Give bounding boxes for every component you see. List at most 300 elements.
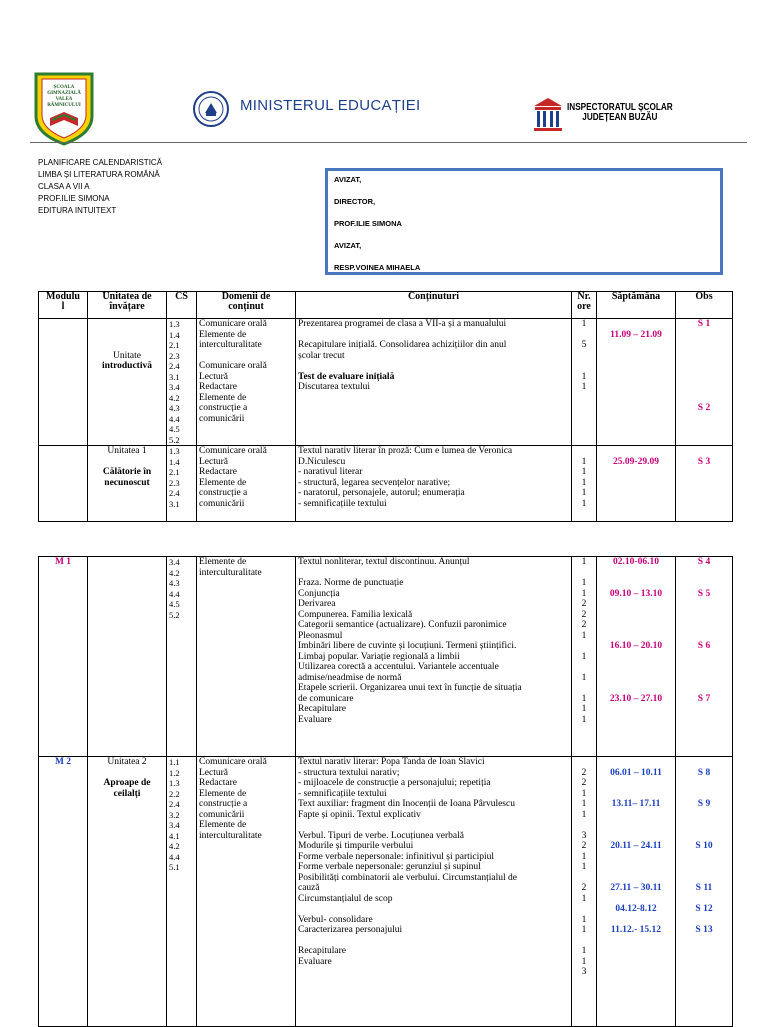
continuturi-line: cauză [298,883,320,893]
obs-line [678,340,730,351]
approval-line: RESP.VOINEA MIHAELA [334,263,421,272]
continuturi-line: Categorii semantice (actualizare). Confuzii paronimice [298,620,507,630]
cs-line: 2.4 [169,361,180,371]
saptamana-line: 11.12.- 15.12 [610,925,662,935]
nr-line: 1 [581,704,587,714]
continuturi-line: Etapele scrierii. Organizarea unui text în funcție de situația [298,683,522,693]
nr-line: 1 [581,714,587,725]
obs-line: S 4 [697,557,711,567]
cell-saptamana [597,446,676,522]
domenii-line: construcție a [199,403,248,413]
saptamana-line [599,789,673,800]
cell-unitatea [88,557,167,757]
cs-line: 1.3 [169,319,180,329]
school-logo-line-3: VALEA [55,97,73,102]
cell-nr [572,557,597,757]
obs-line [678,789,730,800]
saptamana-line [599,683,673,694]
col-header-saptamana: Săptămâna [597,292,676,319]
cell-obs [676,757,733,1027]
cell-obs [676,446,733,522]
nr-line: 2 [581,778,587,788]
cs-line: 1.1 [169,757,180,767]
cell-domenii [197,757,296,1027]
nr-line [574,757,594,768]
col-header-modul: Modulu l [39,292,88,319]
nr-line: 2 [581,841,587,851]
domenii-line: Elemente de [199,820,247,830]
saptamana-line: 27.11 – 30.11 [610,883,662,893]
continuturi-line: Pleonasmul [298,630,343,641]
ministry-emblem-icon [193,91,229,127]
saptamana-line [599,610,673,621]
obs-line: S 8 [697,767,711,778]
continuturi-line: - narativul literar [298,467,363,477]
approval-line: PROF.ILIE SIMONA [334,219,402,228]
domenii-line: Lectură [199,767,229,778]
nr-line: 1 [581,319,587,329]
ministry-name: MINISTERUL EDUCAȚIEI [240,97,421,114]
cell-obs [676,557,733,757]
cs-line: 5.2 [169,434,180,445]
cs-line: 1.4 [169,456,180,467]
nr-line: 1 [581,799,587,809]
obs-line: S 13 [695,925,713,935]
cs-line: 4.2 [169,392,180,403]
meta-title: PLANIFICARE CALENDARISTICĂ [38,158,163,167]
domenii-line: Comunicare orală [199,319,267,329]
unitatea-line: Unitatea 2 [107,757,147,767]
obs-line [678,599,730,610]
inspectorate-name [567,103,673,123]
continuturi-line: Conjuncția [298,588,340,599]
obs-line [678,915,730,926]
saptamana-line [599,662,673,673]
continuturi-line: de comunicare [298,693,354,704]
meta-class: CLASA A VII A [38,182,90,191]
cs-line: 2.2 [169,788,180,799]
saptamana-line [599,652,673,663]
nr-line: 1 [581,588,587,599]
cell-continuturi [296,319,572,446]
nr-line [574,936,594,947]
cell-saptamana [597,557,676,757]
header-divider [30,142,747,143]
cell-modul [39,757,88,1027]
continuturi-line: Evaluare [298,956,332,967]
cs-line: 3.2 [169,809,180,820]
nr-line [574,683,594,694]
cell-obs [676,319,733,446]
table-row [39,446,733,522]
cell-modul [39,557,88,757]
nr-line: 2 [581,620,587,630]
saptamana-line: 23.10 – 27.10 [609,693,663,704]
unitatea-line [90,340,164,351]
obs-line [678,393,730,404]
col-header-cs: CS [167,292,197,319]
nr-line [574,641,594,652]
nr-line: 1 [581,371,587,382]
continuturi-line: Verbul- consolidare [298,914,373,925]
cell-continuturi [296,446,572,522]
obs-line [678,610,730,621]
continuturi-line: admise/neadmise de normă [298,672,402,683]
cell-cs [167,446,197,522]
saptamana-line: 20.11 – 24.11 [610,841,662,851]
cs-line: 4.2 [169,567,180,578]
obs-line: S 2 [697,403,711,413]
modul-line: M 1 [54,557,72,567]
cell-nr [572,319,597,446]
continuturi-line: Recapitulare [298,946,347,956]
saptamana-line [599,631,673,642]
saptamana-line: 13.11– 17.11 [611,799,661,809]
nr-line: 2 [581,609,587,620]
nr-line: 1 [581,467,587,477]
approval-line: DIRECTOR, [334,197,376,206]
cs-line: 4.4 [169,851,180,862]
continuturi-line: Fapte și opinii. Textul explicativ [298,809,421,820]
obs-line [678,862,730,873]
cs-line: 4.3 [169,578,180,588]
saptamana-line [599,778,673,789]
continuturi-line: Test de evaluare inițială [298,371,395,382]
cs-line: 2.1 [169,467,180,477]
cs-line: 1.4 [169,329,180,340]
saptamana-line [599,446,673,457]
saptamana-line [599,831,673,842]
saptamana-line [599,568,673,579]
continuturi-line: Forme verbale nepersonale: gerunziul și supinul [298,862,481,872]
obs-line [678,620,730,631]
nr-line: 1 [581,651,587,662]
continuturi-line: Circumstanțialul de scop [298,893,393,904]
domenii-line: Lectură [199,371,229,382]
obs-line [678,631,730,642]
domenii-line: interculturalitate [199,567,262,578]
continuturi-line: Limbaj popular. Variație regională a limbii [298,651,460,662]
cs-line: 3.4 [169,557,180,567]
cell-cs [167,557,197,757]
modul-line [41,446,85,457]
domenii-line: Redactare [199,778,237,788]
cell-modul [39,319,88,446]
cs-line: 2.3 [169,350,180,361]
saptamana-line: 11.09 – 21.09 [610,329,662,340]
continuturi-line: - structură, legarea secvențelor narative; [298,477,451,488]
saptamana-line [599,620,673,631]
obs-line [678,831,730,842]
nr-line [574,662,594,673]
domenii-line: Comunicare orală [199,446,267,456]
unitatea-line: Unitatea 1 [107,446,147,456]
saptamana-line: 09.10 – 13.10 [609,588,663,599]
saptamana-line [599,852,673,863]
cell-continuturi [296,557,572,757]
cell-modul [39,446,88,522]
school-logo-line-1: ȘCOALA [53,85,75,90]
unitatea-line: introductivă [102,361,152,371]
nr-line: 1 [581,557,587,567]
cell-nr [572,446,597,522]
cs-line: 3.1 [169,371,180,382]
cs-line: 4.3 [169,403,180,413]
cell-nr [572,757,597,1027]
unitatea-line: ceilalți [113,788,141,799]
continuturi-line: Evaluare [298,714,332,725]
saptamana-line: 02.10-06.10 [613,557,659,567]
unitatea-line: Unitate [113,350,141,361]
cs-line: 4.5 [169,599,180,609]
table-row [39,557,733,757]
cs-line: 2.1 [169,340,180,350]
continuturi-line: Derivarea [298,599,336,609]
saptamana-line [599,673,673,684]
saptamana-line [599,757,673,768]
continuturi-line: Prezentarea programei de clasa a VII-a și a manualului [298,319,507,329]
obs-line [678,810,730,821]
domenii-line: interculturalitate [199,830,262,841]
obs-line [678,382,730,393]
cs-line: 5.1 [169,862,180,872]
nr-line [574,873,594,884]
cell-unitatea [88,319,167,446]
domenii-line: Elemente de [199,392,247,403]
unitatea-line [90,457,164,468]
obs-line: S 7 [697,693,711,704]
continuturi-line: Discutarea textului [298,382,371,392]
nr-line: 1 [581,488,587,498]
nr-line: 1 [581,893,587,904]
continuturi-line: - mijloacele de construcție a personajului; repetiția [298,778,491,788]
obs-line [678,820,730,831]
obs-line [678,568,730,579]
obs-line [678,873,730,884]
obs-line [678,446,730,457]
modul-line [41,319,85,330]
cs-line: 2.3 [169,477,180,488]
obs-line [678,852,730,863]
nr-line: 1 [581,456,587,467]
obs-line [678,351,730,362]
nr-line: 1 [581,498,587,509]
continuturi-line [298,820,569,831]
obs-line [678,757,730,768]
continuturi-line: Forme verbale nepersonale: infinitivul și participiul [298,851,495,862]
nr-line: 1 [581,862,587,872]
nr-line: 2 [581,599,587,609]
table-row [39,319,733,446]
cs-line: 5.2 [169,609,180,620]
saptamana-line [599,862,673,873]
meta-subject: LIMBA ȘI LITERATURA ROMÂNĂ [38,170,160,179]
obs-line: S 9 [697,799,711,809]
domenii-line: Elemente de [199,788,247,799]
saptamana-line: 25.09-29.09 [613,456,659,467]
document-meta [38,157,162,217]
meta-publisher: EDITURA INTUITEXT [38,206,117,215]
cell-unitatea [88,446,167,522]
continuturi-line: Caracterizarea personajului [298,925,403,935]
nr-line: 5 [581,340,587,350]
cs-line: 1.3 [169,446,180,456]
obs-line [678,652,730,663]
domenii-line: Comunicare orală [199,757,267,767]
continuturi-line: Recapitulare inițială. Consolidarea achizițiilor din anul [298,340,507,350]
continuturi-line: Fraza. Norme de punctuație [298,578,404,588]
continuturi-line: Textul narativ literar: Popa Tanda de Ioan Slavici [298,757,485,767]
domenii-line: construcție a [199,799,248,809]
col-header-continuturi: Conținuturi [296,292,572,319]
continuturi-line: D.Niculescu [298,456,346,467]
domenii-line: Comunicare orală [199,361,267,371]
inspectorate-line-1: INSPECTORATUL ȘCOLAR [567,102,673,113]
table-header-row [39,292,733,319]
modul-line: M 2 [54,757,72,767]
continuturi-line [298,330,569,341]
continuturi-line: Îmbinări libere de cuvinte și locuțiuni. Termeni științifici. [298,641,517,651]
planning-table-2 [38,556,733,1027]
domenii-line: Elemente de [199,329,247,340]
obs-line [678,683,730,694]
continuturi-line: Posibilități combinatorii ale verbului. Circumstanțialul de [298,872,517,883]
saptamana-line [599,319,673,330]
saptamana-line [599,820,673,831]
nr-line [574,820,594,831]
nr-line: 2 [581,883,587,893]
cs-line: 4.5 [169,424,180,434]
nr-line: 1 [581,672,587,683]
obs-line [678,361,730,372]
obs-line [678,894,730,905]
continuturi-line: - semnificațiile textului [298,788,387,799]
cs-line: 3.1 [169,498,180,509]
domenii-line: Elemente de [199,557,247,567]
cs-line: 4.1 [169,830,180,841]
cs-line: 4.4 [169,588,180,599]
domenii-line: comunicării [199,809,245,820]
saptamana-line [599,915,673,926]
school-logo [30,68,98,146]
school-logo-line-4: RÂMNICULUI [47,103,81,108]
nr-line: 1 [581,925,587,935]
continuturi-line [298,568,569,579]
saptamana-line [599,810,673,821]
continuturi-line: - structura textului narativ; [298,767,400,778]
cell-domenii [197,446,296,522]
inspectorate-line-2: JUDEȚEAN BUZĂU [582,112,658,123]
col-header-domenii: Domenii de conținut [197,292,296,319]
approval-line: AVIZAT, [334,241,362,250]
saptamana-line: 16.10 – 20.10 [609,641,663,651]
unitatea-line [90,768,164,779]
cell-domenii [197,319,296,446]
cs-line: 2.4 [169,799,180,809]
cell-saptamana [597,319,676,446]
nr-line: 1 [581,693,587,704]
continuturi-line: Modurile și timpurile verbului [298,841,414,851]
saptamana-line [599,599,673,610]
table-row [39,757,733,1027]
cs-line: 4.2 [169,841,180,851]
continuturi-line [298,361,569,372]
domenii-line: comunicării [199,413,245,424]
cell-unitatea [88,757,167,1027]
cell-continuturi [296,757,572,1027]
continuturi-line: Recapitulare [298,704,347,714]
domenii-line: Redactare [199,467,237,477]
cs-line: 1.2 [169,767,180,778]
domenii-line: Lectură [199,456,229,467]
saptamana-line: 04.12-8.12 [615,904,657,914]
obs-line: S 10 [695,841,713,851]
cs-line: 2.4 [169,488,180,498]
obs-line: S 1 [697,319,711,329]
approval-box [325,168,723,275]
continuturi-line [298,936,569,947]
obs-line [678,578,730,589]
continuturi-line: Text auxiliar: fragment din Inocenții de Ioana Pârvulescu [298,799,515,809]
approval-line: AVIZAT, [334,175,362,184]
obs-line [678,778,730,789]
continuturi-line: Compunerea. Familia lexicală [298,609,413,620]
unitatea-line [90,330,164,341]
nr-line: 1 [581,946,587,956]
nr-line: 3 [581,830,587,841]
domenii-line: comunicării [199,498,245,509]
nr-line: 1 [581,630,587,641]
cell-saptamana [597,757,676,1027]
domenii-line: interculturalitate [199,340,262,350]
cs-line: 1.3 [169,778,180,788]
unitatea-line: Călătorie în [102,467,152,477]
nr-line: 1 [581,477,587,488]
obs-line [678,662,730,673]
continuturi-line: Utilizarea corectă a accentului. Variantele accentuale [298,662,499,672]
obs-line [678,330,730,341]
saptamana-line [599,894,673,905]
cell-cs [167,757,197,1027]
nr-line: 1 [581,578,587,588]
obs-line: S 5 [697,588,711,599]
obs-line [678,673,730,684]
unitatea-line: Aproape de [103,778,151,788]
obs-line: S 11 [695,883,713,893]
cell-cs [167,319,197,446]
unitatea-line [90,319,164,330]
obs-line [678,372,730,383]
nr-line: 1 [581,809,587,820]
nr-line [574,361,594,372]
col-header-obs: Obs [676,292,733,319]
saptamana-line [599,578,673,589]
school-logo-line-2: GIMNAZIALĂ [47,91,81,96]
continuturi-line: Textul narativ literar în proză: Cum e lumea de Veronica [298,446,513,456]
nr-line: 3 [581,967,587,977]
nr-line [574,351,594,362]
nr-line [574,330,594,341]
cell-domenii [197,557,296,757]
domenii-line: construcție a [199,488,248,498]
nr-line: 1 [581,382,587,392]
nr-line: 1 [581,788,587,799]
obs-line: S 6 [697,641,711,651]
domenii-line [199,351,293,362]
cs-line: 4.4 [169,413,180,424]
obs-line: S 3 [697,456,711,467]
nr-line: 1 [581,851,587,862]
